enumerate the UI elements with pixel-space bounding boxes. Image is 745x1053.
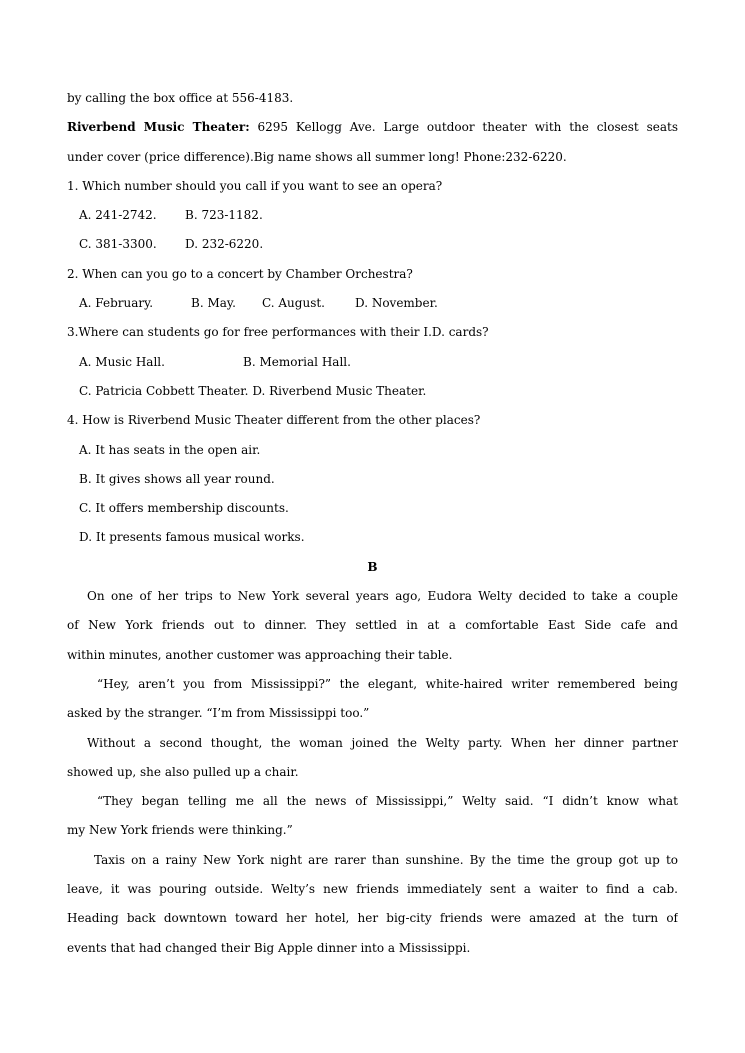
question-4-option-a[interactable]: A. It has seats in the open air.: [79, 442, 261, 457]
question-1-option-b[interactable]: B. 723-1182.: [185, 208, 263, 223]
passage-b-line: asked by the stranger. “I’m from Mississippi too.”: [67, 706, 370, 721]
question-1-options-row-1: [67, 201, 678, 230]
passage-b-line: showed up, she also pulled up a chair.: [67, 764, 299, 779]
question-1-options-row-2: [67, 230, 678, 259]
riverbend-entry-line-1: [67, 113, 678, 142]
passage-b-line: of New York friends out to dinner. They settled in at a comfortable East Side cafe and: [67, 618, 678, 633]
question-3-option-d[interactable]: D. Riverbend Music Theater.: [252, 383, 427, 398]
question-2-option-a[interactable]: A. February.: [79, 296, 154, 311]
passage-b-line: leave, it was pouring outside. Welty’s new friends immediately sent a waiter to find a cab.: [67, 882, 678, 897]
passage-b-line: Taxis on a rainy New York night are rarer than sunshine. By the time the group got up to: [94, 852, 678, 867]
question-3-options-row-1: [67, 348, 678, 377]
question-2-options-row: [67, 289, 678, 318]
question-1-option-c[interactable]: C. 381-3300.: [79, 237, 157, 252]
riverbend-entry-line-2: under cover (price difference).Big name shows all summer long! Phone:232-6220.: [67, 149, 567, 164]
passage-b-line: “Hey, aren’t you from Mississippi?” the elegant, white-haired writer remembered being: [97, 676, 678, 691]
passage-b-line: Heading back downtown toward her hotel, her big-city friends were amazed at the turn of: [67, 911, 678, 926]
question-1-stem: 1. Which number should you call if you want to see an opera?: [67, 178, 443, 193]
document-page: [67, 84, 678, 963]
section-b-heading: B: [367, 559, 378, 574]
passage-b-line: events that had changed their Big Apple dinner into a Mississippi.: [67, 940, 471, 955]
question-3-option-b[interactable]: B. Memorial Hall.: [243, 354, 351, 369]
question-2-option-d[interactable]: D. November.: [355, 296, 438, 311]
question-4-option-b[interactable]: B. It gives shows all year round.: [79, 471, 275, 486]
question-3-stem: 3.Where can students go for free performances with their I.D. cards?: [67, 325, 489, 340]
passage-b-line: “They began telling me all the news of Mississippi,” Welty said. “I didn’t know what: [97, 794, 678, 809]
passage-b-line: Without a second thought, the woman joined the Welty party. When her dinner partner: [87, 735, 678, 750]
riverbend-description: 6295 Kellogg Ave. Large outdoor theater with the closest seats: [249, 120, 678, 135]
question-2-option-c[interactable]: C. August.: [262, 296, 325, 311]
question-2-option-b[interactable]: B. May.: [191, 296, 236, 311]
question-4-stem: 4. How is Riverbend Music Theater different from the other places?: [67, 413, 481, 428]
passage-b-line: within minutes, another customer was approaching their table.: [67, 647, 453, 662]
question-4-option-c[interactable]: C. It offers membership discounts.: [79, 501, 289, 516]
question-3-option-c[interactable]: C. Patricia Cobbett Theater.: [79, 383, 249, 398]
passage-b-line: my New York friends were thinking.”: [67, 823, 293, 838]
passage-a-fragment: by calling the box office at 556-4183.: [67, 91, 294, 105]
question-4-option-d[interactable]: D. It presents famous musical works.: [79, 530, 305, 545]
riverbend-name: Riverbend Music Theater:: [67, 120, 250, 135]
question-3-options-row-2: [67, 377, 678, 406]
question-3-option-a[interactable]: A. Music Hall.: [79, 354, 165, 369]
question-1-option-d[interactable]: D. 232-6220.: [185, 237, 264, 252]
question-1-option-a[interactable]: A. 241-2742.: [79, 208, 157, 223]
passage-b-line: On one of her trips to New York several years ago, Eudora Welty decided to take a couple: [87, 589, 678, 604]
question-2-stem: 2. When can you go to a concert by Chamber Orchestra?: [67, 266, 413, 281]
